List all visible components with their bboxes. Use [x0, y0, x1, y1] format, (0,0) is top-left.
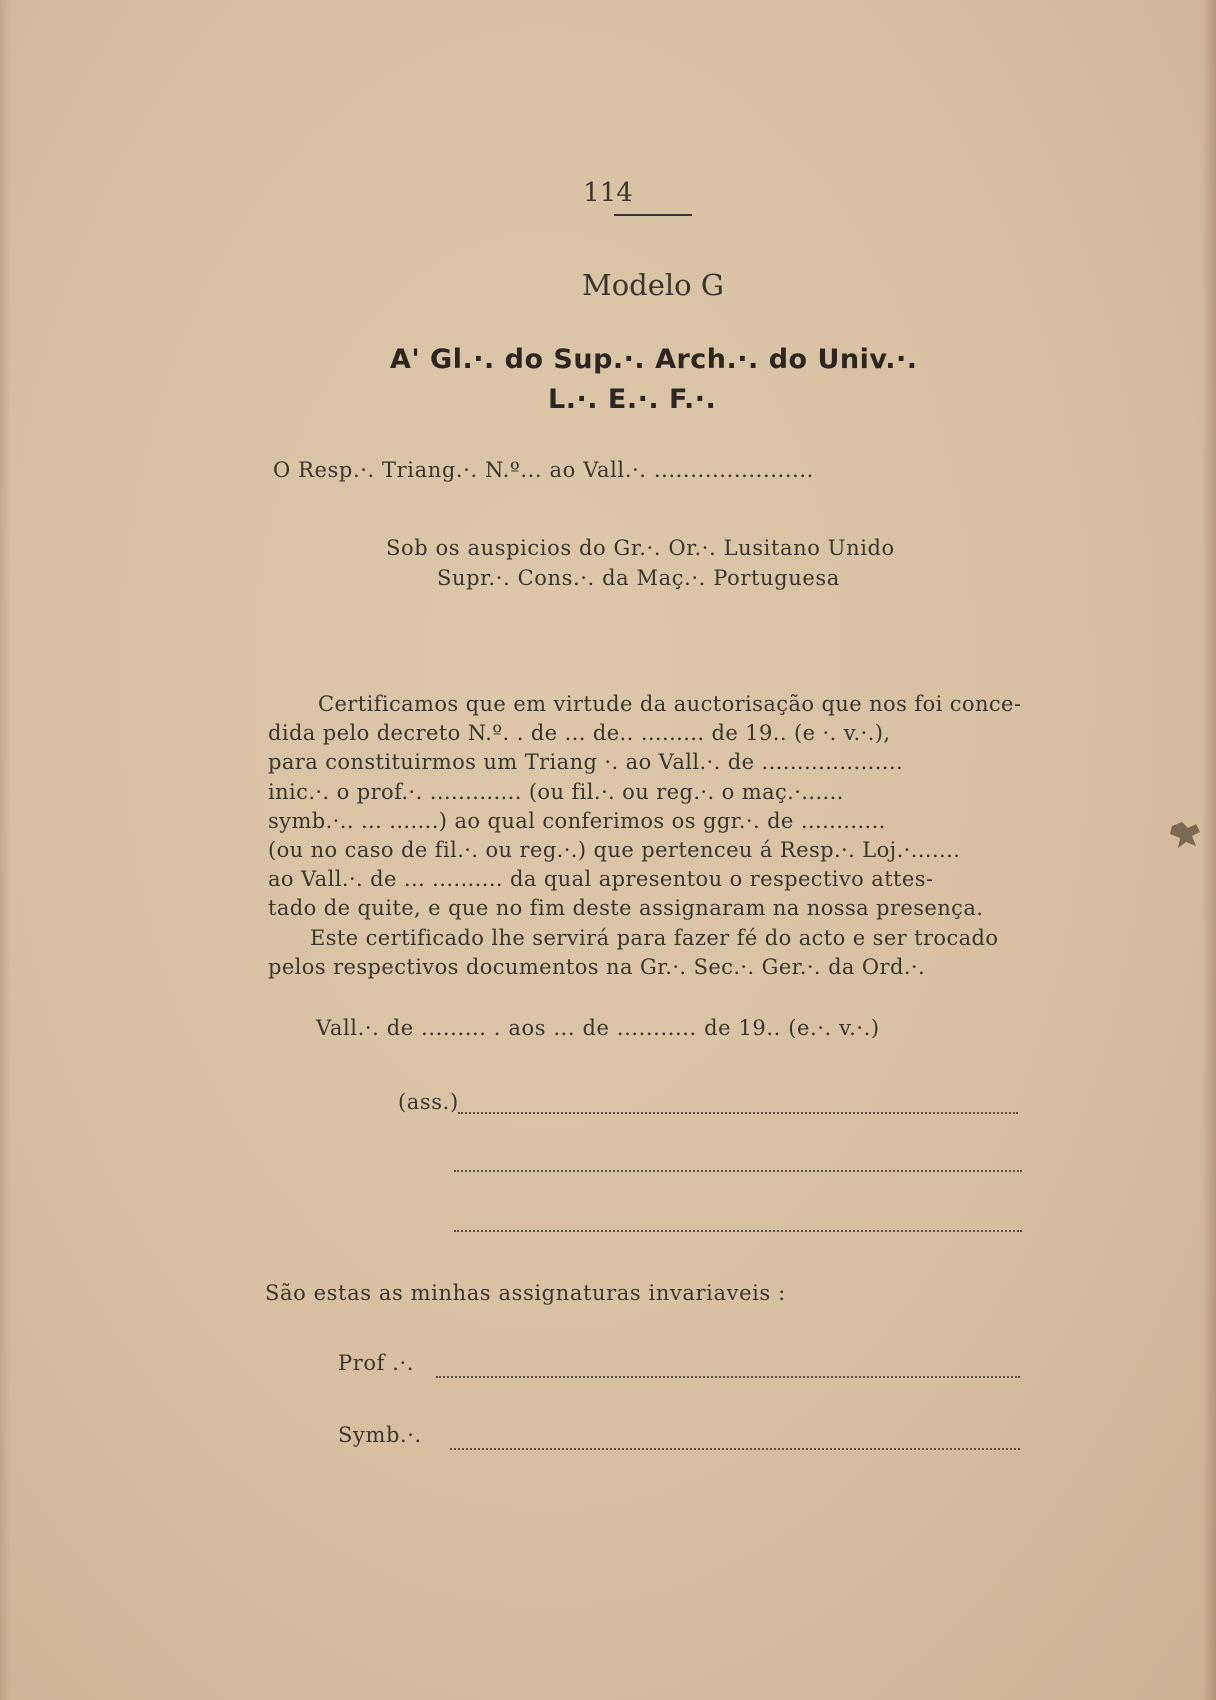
certificate-line: (ou no caso de fil.·. ou reg.·.) que pertenceu á Resp.·. Loj.·....... [268, 838, 961, 863]
header-line-1: A' Gl.·. do Sup.·. Arch.·. do Univ.·. [390, 344, 918, 375]
certificate-paragraph [268, 690, 1028, 982]
certificate-line: ao Vall.·. de ... .......... da qual apresentou o respectivo attes- [268, 867, 934, 892]
certificate-line: symb.·.. ... .......) ao qual conferimos os ggr.·. de ............ [268, 808, 886, 833]
model-title: Modelo G [582, 268, 724, 302]
certificate-line: Certificamos que em virtude da auctorisação que nos foi conce- [318, 692, 1022, 716]
certificate-line: pelos respectivos documentos na Gr.·. Sec.·. Ger.·. da Ord.·. [268, 954, 926, 979]
page-edge-shadow-left [0, 0, 10, 1700]
page-number-underline [614, 214, 692, 216]
certificate-line: Este certificado lhe servirá para fazer fé do acto e ser trocado [310, 925, 999, 950]
certificate-line: tado de quite, e que no fim deste assignaram na nossa presença. [268, 896, 984, 921]
page-number: 114 [583, 178, 633, 208]
signature-label: (ass.) [398, 1090, 459, 1114]
auspices-line-2: Supr.·. Cons.·. da Maç.·. Portuguesa [437, 566, 840, 590]
date-line: Vall.·. de ......... . aos ... de ........... de 19.. (e.·. v.·.) [316, 1016, 880, 1040]
header-line-2: L.·. E.·. F.·. [548, 384, 717, 415]
prof-signature-line [436, 1376, 1020, 1378]
signature-line-3 [454, 1230, 1022, 1232]
symb-label: Symb.·. [338, 1423, 422, 1447]
signature-line-2 [454, 1170, 1022, 1172]
lodge-line: O Resp.·. Triang.·. N.º... ao Vall.·. ...................... [273, 458, 814, 482]
signature-line-1 [458, 1112, 1018, 1114]
certificate-line: dida pelo decreto N.º. . de ... de.. ......... de 19.. (e ·. v.·.), [268, 721, 891, 746]
ink-blot-mark [1166, 814, 1206, 854]
auspices-line-1: Sob os auspicios do Gr.·. Or.·. Lusitano Unido [386, 536, 895, 560]
prof-label: Prof .·. [338, 1351, 415, 1375]
certificate-line: para constituirmos um Triang ·. ao Vall.·. de .................... [268, 750, 904, 775]
certificate-line: inic.·. o prof.·. ............. (ou fil.·. ou reg.·. o maç.·...... [268, 779, 844, 804]
symb-signature-line [450, 1448, 1020, 1450]
invariable-signatures-heading: São estas as minhas assignaturas invariaveis : [265, 1281, 786, 1305]
